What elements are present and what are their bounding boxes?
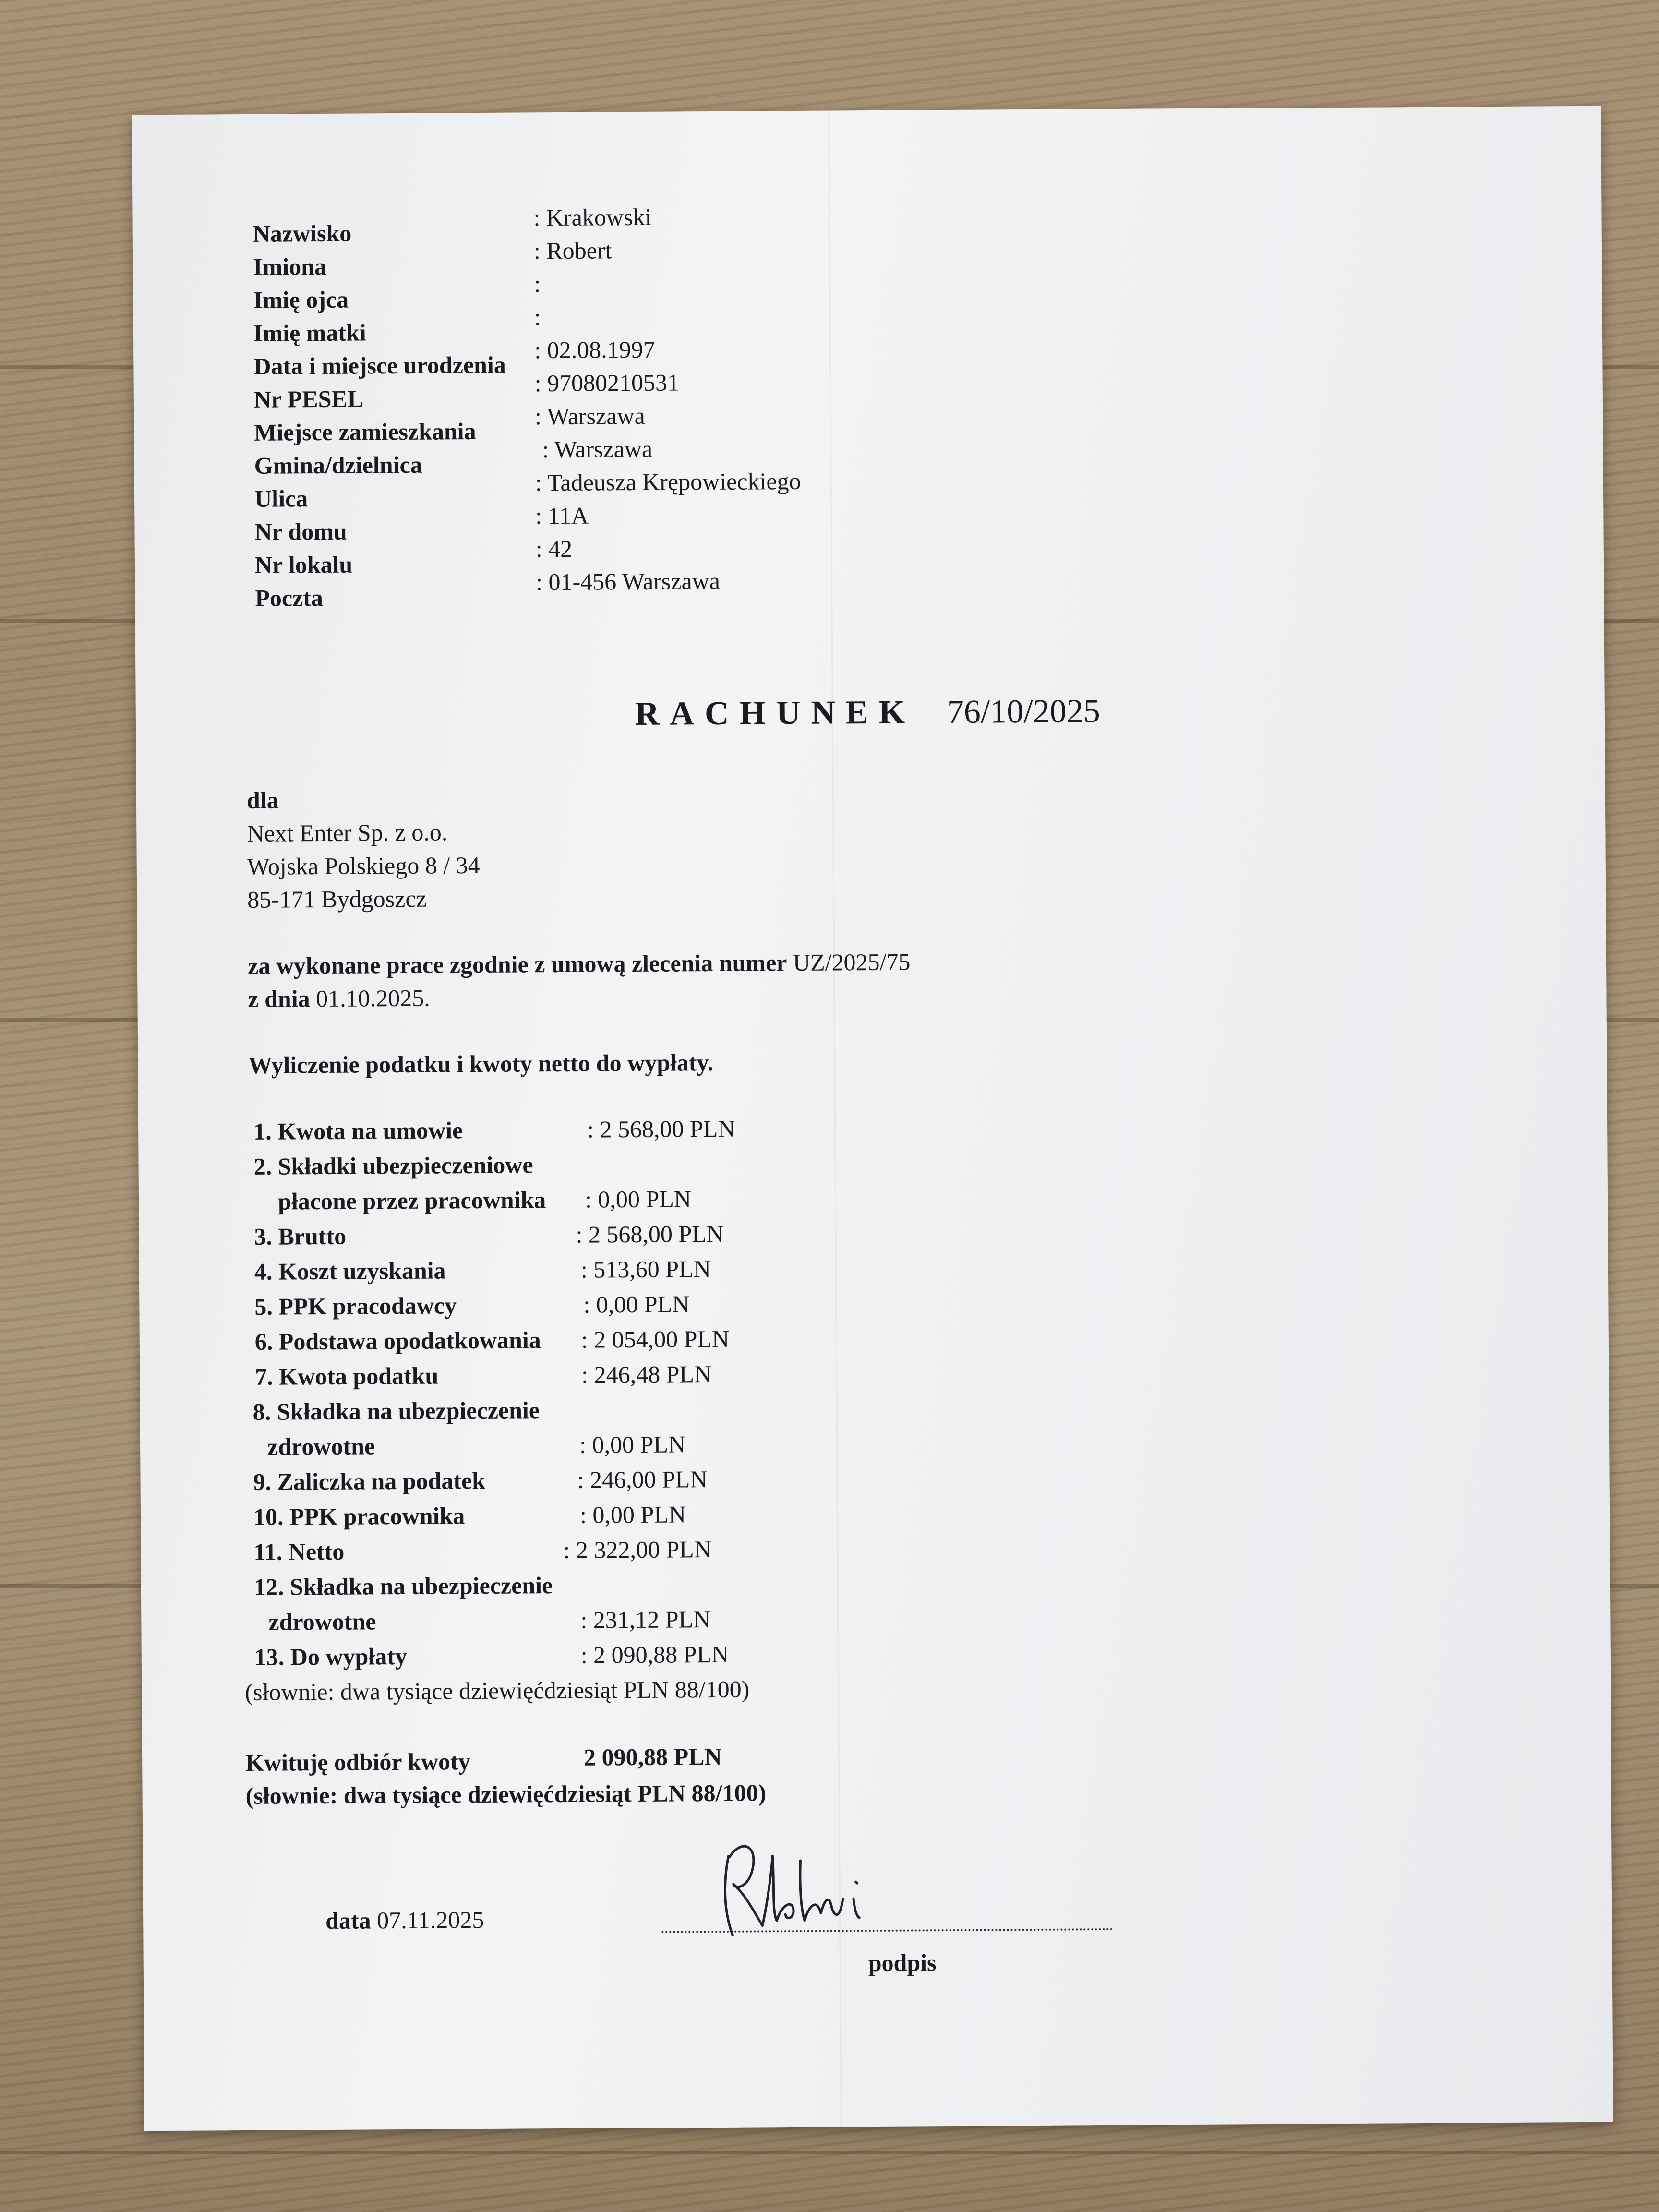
label-nr-domu: Nr domu	[254, 517, 347, 545]
contract-prefix: za wykonane prace zgodnie z umową zlecenia numer	[247, 949, 787, 979]
item-label: 11. Netto	[253, 1538, 345, 1565]
personal-data	[132, 106, 1601, 612]
calculation-heading: Wyliczenie podatku i kwoty netto do wypłaty.	[248, 1049, 714, 1079]
value-data-urodzenia: : 02.08.1997	[534, 336, 655, 364]
paper-fold	[828, 111, 842, 2127]
label-gmina: Gmina/dzielnica	[254, 451, 422, 479]
item-value: : 246,48 PLN	[581, 1360, 712, 1388]
item-value: : 2 054,00 PLN	[581, 1325, 730, 1353]
floor-plank-seam	[0, 2151, 1659, 2154]
value-pesel: : 97080210531	[534, 369, 680, 397]
value-miejsce-zamieszkania: : Warszawa	[534, 402, 645, 430]
item-value: : 2 568,00 PLN	[576, 1220, 724, 1248]
label-pesel: Nr PESEL	[253, 385, 364, 413]
label-miejsce-zamieszkania: Miejsce zamieszkania	[254, 418, 476, 446]
item-label: 9. Zaliczka na podatek	[253, 1467, 486, 1495]
item-label: 6. Podstawa opodatkowania	[254, 1326, 541, 1355]
label-imie-matki: Imię matki	[253, 319, 366, 347]
contract-line-1	[248, 948, 911, 980]
item-value: : 2 090,88 PLN	[580, 1640, 729, 1669]
value-nr-domu: : 11A	[535, 502, 589, 529]
value-imie-ojca: :	[534, 270, 541, 298]
recipient-label: dla	[246, 786, 279, 814]
item-value: : 513,60 PLN	[580, 1255, 711, 1283]
value-imiona: : Robert	[533, 237, 612, 264]
label-poczta: Poczta	[255, 584, 324, 612]
item-value: : 246,00 PLN	[577, 1466, 708, 1493]
item-label: 4. Koszt uzyskania	[254, 1257, 446, 1285]
label-data-urodzenia: Data i miejsce urodzenia	[253, 351, 506, 380]
item-label: 8. Składka na ubezpieczenie	[252, 1396, 540, 1425]
value-imie-matki: :	[534, 303, 541, 331]
document-title: RACHUNEK	[635, 694, 916, 733]
item-value: : 0,00 PLN	[579, 1501, 686, 1528]
footer-date	[325, 1906, 484, 1935]
handwritten-signature	[709, 1827, 892, 1943]
item-label: 13. Do wypłaty	[254, 1642, 408, 1671]
item-label: zdrowotne	[267, 1432, 375, 1460]
recipient-city: 85-171 Bydgoszcz	[247, 885, 427, 913]
item-value: : 0,00 PLN	[583, 1290, 690, 1318]
contract-line-2	[248, 984, 430, 1013]
receipt-amount-in-words: (słownie: dwa tysiące dziewięćdziesiąt PLN 88/100)	[245, 1779, 767, 1810]
document-number: 76/10/2025	[947, 693, 1100, 731]
invoice-sheet	[132, 106, 1613, 2131]
label-imiona: Imiona	[252, 252, 327, 280]
label-nr-lokalu: Nr lokalu	[254, 551, 353, 578]
value-gmina: : Warszawa	[542, 435, 653, 463]
item-label: 5. PPK pracodawcy	[254, 1292, 457, 1320]
item-label: płacone przez pracownika	[277, 1186, 546, 1215]
date-value: 07.11.2025	[376, 1906, 484, 1934]
item-value: : 0,00 PLN	[585, 1185, 692, 1213]
item-label: zdrowotne	[268, 1608, 376, 1635]
value-ulica: : Tadeusza Krępowieckiego	[535, 467, 801, 496]
item-value: : 231,12 PLN	[580, 1606, 711, 1634]
recipient-company: Next Enter Sp. z o.o.	[247, 818, 448, 847]
label-ulica: Ulica	[254, 485, 308, 512]
value-nr-lokalu: : 42	[535, 535, 573, 563]
recipient-street: Wojska Polskiego 8 / 34	[247, 851, 480, 880]
item-label: 7. Kwota podatku	[255, 1362, 439, 1390]
amount-in-words: (słownie: dwa tysiące dziewięćdziesiąt PLN 88/100)	[245, 1675, 750, 1706]
item-label: 10. PPK pracownika	[253, 1502, 465, 1530]
contract-date-prefix: z dnia	[248, 985, 310, 1012]
item-label: 2. Składki ubezpieczeniowe	[253, 1151, 533, 1180]
label-imie-ojca: Imię ojca	[253, 286, 349, 313]
item-value: : 2 322,00 PLN	[563, 1536, 712, 1563]
value-poczta: : 01-456 Warszawa	[535, 567, 721, 596]
contract-date: 01.10.2025.	[315, 984, 430, 1012]
receipt-amount: 2 090,88 PLN	[583, 1743, 722, 1771]
receipt-label: Kwituję odbiór kwoty	[245, 1748, 470, 1777]
value-nazwisko: : Krakowski	[533, 203, 652, 231]
item-value: : 2 568,00 PLN	[587, 1115, 735, 1143]
item-label: 3. Brutto	[254, 1222, 347, 1250]
contract-number: UZ/2025/75	[793, 948, 911, 976]
item-label: 1. Kwota na umowie	[253, 1117, 463, 1145]
label-nazwisko: Nazwisko	[252, 219, 352, 247]
signature-label: podpis	[868, 1949, 937, 1977]
date-label: data	[325, 1907, 371, 1934]
item-label: 12. Składka na ubezpieczenie	[253, 1572, 553, 1600]
item-value: : 0,00 PLN	[579, 1431, 686, 1458]
